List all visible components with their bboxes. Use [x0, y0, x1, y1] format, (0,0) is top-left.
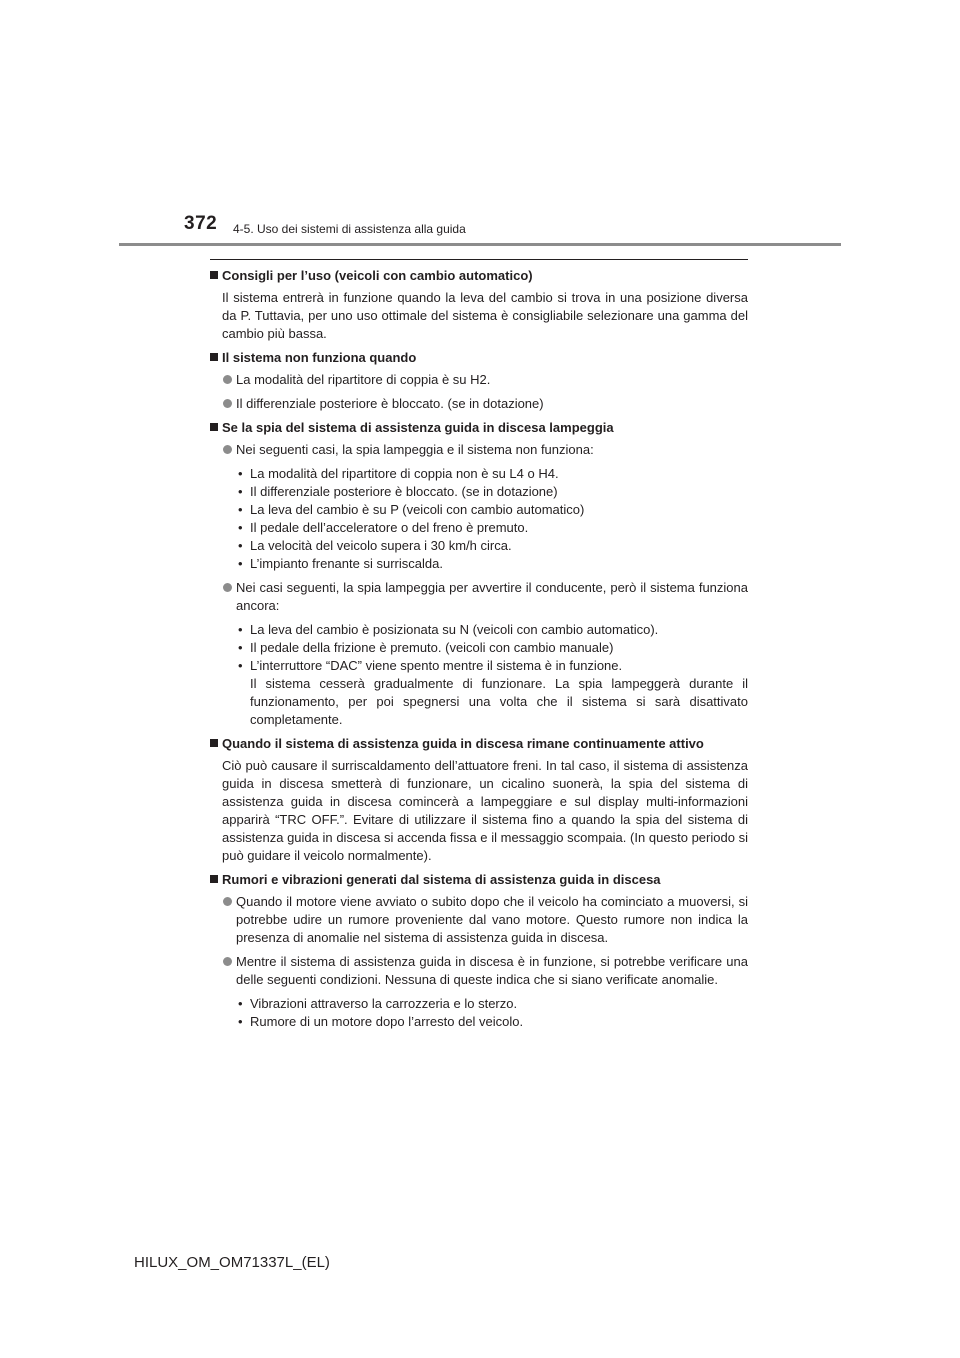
bullet-item	[210, 441, 748, 459]
square-bullet-icon	[210, 423, 218, 431]
section-heading	[210, 871, 748, 889]
bullet-text: Quando il motore viene avviato o subito dopo che il veicolo ha cominciato a muoversi, si potrebbe udire un rumore proveniente dal vano motore. Questo rumore non indica la presenza di anomalie nel sistema di assistenza guida in discesa.	[236, 894, 748, 945]
circle-bullet-icon	[223, 583, 232, 592]
heading-text: Rumori e vibrazioni generati dal sistema di assistenza guida in discesa	[222, 872, 661, 887]
circle-bullet-icon	[223, 445, 232, 454]
sub-item: • La leva del cambio è su P (veicoli con cambio automatico)	[236, 501, 748, 519]
section-heading	[210, 419, 748, 437]
header-rule	[119, 243, 841, 246]
section-light-flashing	[210, 419, 748, 729]
section-heading	[210, 735, 748, 753]
sub-item: • Vibrazioni attraverso la carrozzeria e lo sterzo.	[236, 995, 748, 1013]
section-tips	[210, 267, 748, 343]
section-heading	[210, 267, 748, 285]
heading-text: Quando il sistema di assistenza guida in discesa rimane continuamente attivo	[222, 736, 704, 751]
sub-item: • La modalità del ripartitore di coppia non è su L4 o H4.	[236, 465, 748, 483]
section-continuously-active	[210, 735, 748, 865]
sub-list	[210, 465, 748, 573]
section-noise-vibration	[210, 871, 748, 1031]
bullet-text: La modalità del ripartitore di coppia è su H2.	[236, 372, 491, 387]
heading-text: Se la spia del sistema di assistenza guida in discesa lampeggia	[222, 420, 614, 435]
section-not-working	[210, 349, 748, 413]
sub-item: • L’impianto frenante si surriscalda.	[236, 555, 748, 573]
bullet-item	[210, 893, 748, 947]
heading-text: Il sistema non funziona quando	[222, 350, 417, 365]
circle-bullet-icon	[223, 375, 232, 384]
sub-item: • L’interruttore “DAC” viene spento mentre il sistema è in funzione.	[236, 657, 748, 675]
section-heading	[210, 349, 748, 367]
page-number: 372	[184, 213, 218, 234]
sub-item: • La leva del cambio è posizionata su N (veicoli con cambio automatico).	[236, 621, 748, 639]
paragraph: Il sistema entrerà in funzione quando la leva del cambio si trova in una posizione diversa da P. Tuttavia, per uno uso ottimale del sistema è consigliabile selezionare una gamma del cambio più bassa.	[222, 290, 748, 341]
bullet-item	[210, 395, 748, 413]
content-rule	[210, 259, 748, 260]
sub-item: • Il pedale della frizione è premuto. (veicoli con cambio manuale)	[236, 639, 748, 657]
square-bullet-icon	[210, 875, 218, 883]
sub-item: • La velocità del veicolo supera i 30 km/h circa.	[236, 537, 748, 555]
square-bullet-icon	[210, 739, 218, 747]
sub-item: • Il pedale dell’acceleratore o del freno è premuto.	[236, 519, 748, 537]
sub-note: Il sistema cesserà gradualmente di funzionare. La spia lampeggerà durante il funzionamento, per poi spegnersi una volta che il sistema si sarà disattivato completamente.	[250, 676, 748, 727]
circle-bullet-icon	[223, 897, 232, 906]
square-bullet-icon	[210, 271, 218, 279]
bullet-text: Nei seguenti casi, la spia lampeggia e il sistema non funziona:	[236, 442, 594, 457]
bullet-item	[210, 953, 748, 989]
circle-bullet-icon	[223, 957, 232, 966]
bullet-item	[210, 371, 748, 389]
section-title: 4-5. Uso dei sistemi di assistenza alla guida	[233, 222, 466, 236]
content	[210, 267, 748, 1037]
sub-item: • Rumore di un motore dopo l’arresto del veicolo.	[236, 1013, 748, 1031]
circle-bullet-icon	[223, 399, 232, 408]
square-bullet-icon	[210, 353, 218, 361]
bullet-text: Mentre il sistema di assistenza guida in discesa è in funzione, si potrebbe verificare una delle seguenti condizioni. Nessuna di queste indica che si siano verificate anomalie.	[236, 954, 748, 987]
heading-text: Consigli per l’uso (veicoli con cambio automatico)	[222, 268, 533, 283]
sub-list	[210, 995, 748, 1031]
bullet-text: Nei casi seguenti, la spia lampeggia per avvertire il conducente, però il sistema funziona ancora:	[236, 580, 748, 613]
sub-item: • Il differenziale posteriore è bloccato. (se in dotazione)	[236, 483, 748, 501]
paragraph: Ciò può causare il surriscaldamento dell’attuatore freni. In tal caso, il sistema di assistenza guida in discesa smetterà di funzionare, un cicalino suonerà, la spia del sistema di assistenza guida in discesa comincerà a lampeggiare e sul display multi-informazioni apparirà “TRC OFF.”. Evitare di utilizzare il sistema fino a quando la spia del sistema di assistenza guida in discesa si accenda fissa e il messaggio scompaia. (In questo periodo si può guidare il veicolo normalmente).	[222, 758, 748, 863]
footer-code: HILUX_OM_OM71337L_(EL)	[134, 1254, 330, 1271]
bullet-item	[210, 579, 748, 615]
sub-list	[210, 621, 748, 729]
bullet-text: Il differenziale posteriore è bloccato. (se in dotazione)	[236, 396, 544, 411]
